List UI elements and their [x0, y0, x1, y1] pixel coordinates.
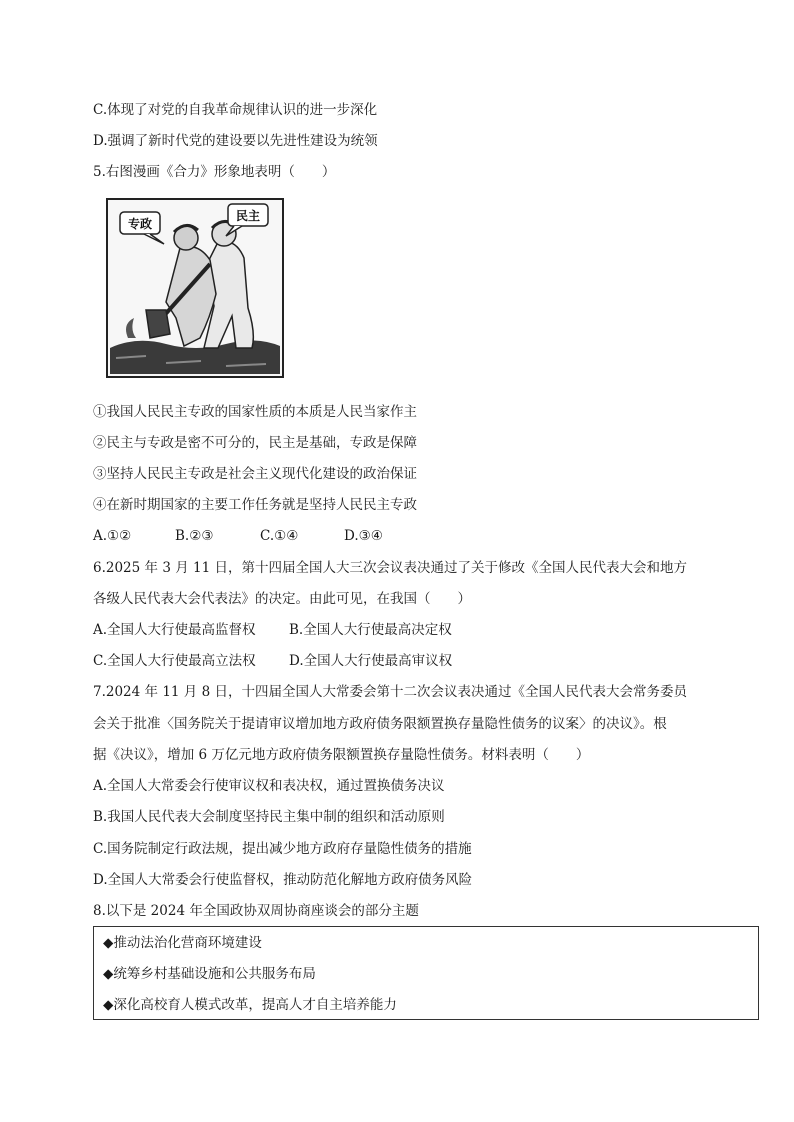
cartoon-image [106, 198, 284, 378]
q6-option-b: B.全国人大行使最高决定权 [289, 622, 452, 638]
q5-option-c: C.①④ [260, 528, 299, 544]
question-7-stem-line-2: 会关于批准〈国务院关于提请审议增加地方政府债务限额置换存量隐性债务的议案〉的决议》。根 [93, 716, 667, 732]
q6-option-d: D.全国人大行使最高审议权 [289, 653, 453, 669]
theme-item: ◆统筹乡村基础设施和公共服务布局 [103, 966, 316, 982]
q6-option-c: C.全国人大行使最高立法权 [93, 653, 256, 669]
bubble-right-text: 民主 [235, 209, 261, 223]
q5-option-d: D.③④ [344, 528, 383, 544]
bubble-left-text: 专政 [127, 217, 153, 231]
option-c: C.体现了对党的自我革命规律认识的进一步深化 [93, 102, 378, 118]
question-7-stem-line-3: 据《决议》，增加 6 万亿元地方政府债务限额置换存量隐性债务。材料表明（ ） [93, 747, 590, 763]
theme-item: ◆深化高校育人模式改革，提高人才自主培养能力 [103, 997, 397, 1013]
q7-option-b: B.我国人民代表大会制度坚持民主集中制的组织和活动原则 [93, 809, 445, 825]
question-6-stem-line-2: 各级人民代表大会代表法》的决定。由此可见，在我国（ ） [93, 591, 471, 607]
q5-option-b: B.②③ [175, 528, 214, 544]
statement-2: ②民主与专政是密不可分的，民主是基础，专政是保障 [93, 435, 417, 451]
theme-item: ◆推动法治化营商环境建设 [103, 935, 262, 951]
q5-option-a: A.①② [93, 528, 132, 544]
themes-box [93, 926, 759, 1020]
q6-option-a: A.全国人大行使最高监督权 [93, 622, 256, 638]
statement-4: ④在新时期国家的主要工作任务就是坚持人民民主专政 [93, 497, 417, 513]
q7-option-d: D.全国人大常委会行使监督权，推动防范化解地方政府债务风险 [93, 872, 473, 888]
question-6-stem-line-1: 6.2025 年 3 月 11 日，第十四届全国人大三次会议表决通过了关于修改《全国人民代表大会和地方 [93, 560, 687, 576]
question-7-stem-line-1: 7.2024 年 11 月 8 日，十四届全国人大常委会第十二次会议表决通过《全国人民代表大会常务委员 [93, 684, 687, 700]
q7-option-c: C.国务院制定行政法规，提出减少地方政府存量隐性债务的措施 [93, 841, 472, 857]
option-d: D.强调了新时代党的建设要以先进性建设为统领 [93, 133, 378, 149]
question-5-stem: 5.右图漫画《合力》形象地表明（ ） [93, 164, 336, 180]
statement-3: ③坚持人民民主专政是社会主义现代化建设的政治保证 [93, 466, 417, 482]
q7-option-a: A.全国人大常委会行使审议权和表决权，通过置换债务决议 [93, 778, 445, 794]
statement-1: ①我国人民民主专政的国家性质的本质是人民当家作主 [93, 404, 417, 420]
question-8-stem: 8.以下是 2024 年全国政协双周协商座谈会的部分主题 [93, 903, 419, 919]
